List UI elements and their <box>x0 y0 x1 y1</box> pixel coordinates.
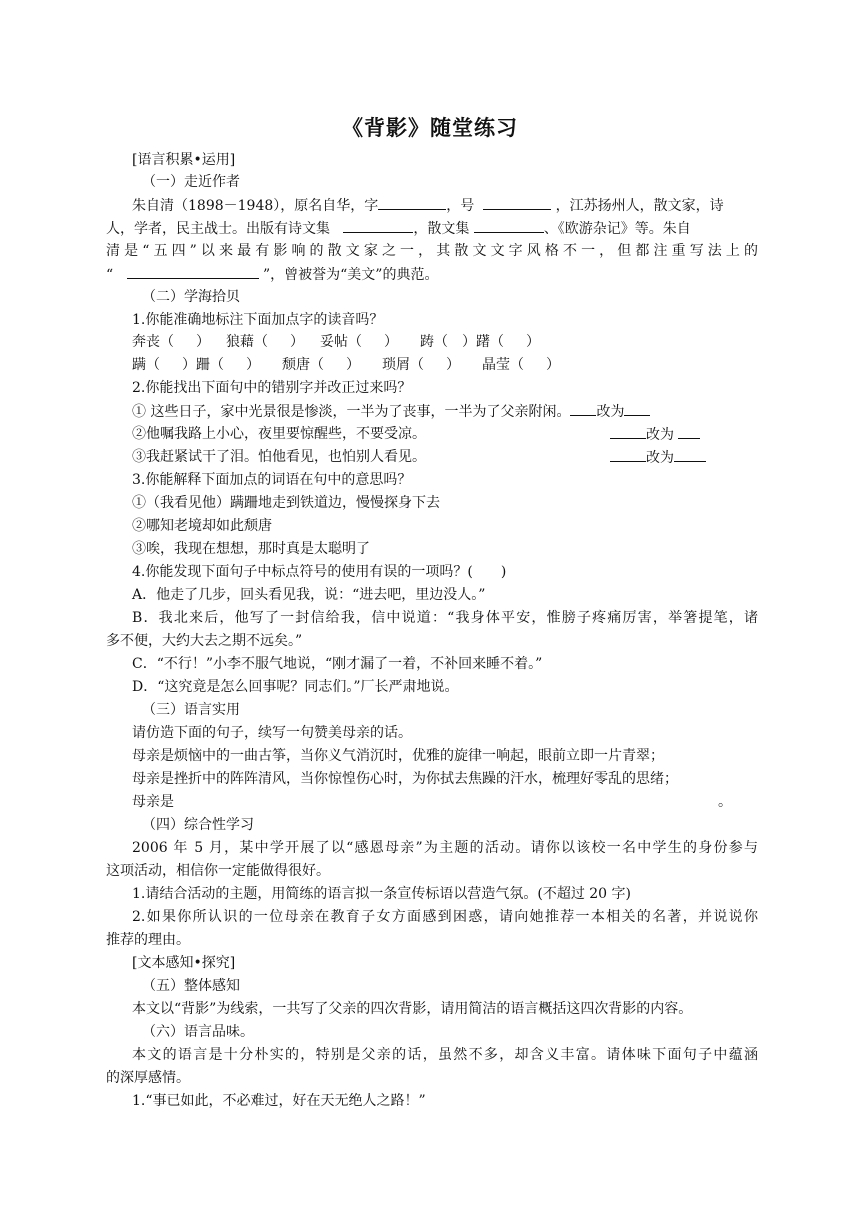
blank-writing-style[interactable] <box>127 264 259 279</box>
question-2-item-3: ③我赶紧试干了泪。怕他看见，也怕别人看见。 <box>132 449 426 465</box>
blank-prose-collection[interactable] <box>474 218 544 233</box>
option-b-line-2: 多不便，大约大去之期不远矣。” <box>106 633 303 649</box>
comprehensive-question-1: 1.请结合活动的主题，用简练的语言拟一条宣传标语以营造气氛。(不超过 20 字) <box>132 886 631 902</box>
question-3: 3.你能解释下面加点的词语在句中的意思吗？ <box>132 472 412 488</box>
option-b-line-1: B．我北来后，他写了一封信给我，信中说道：“我身体平安，惟膀子疼痛厉害，举箸提笔，诸 <box>132 610 758 626</box>
option-c: C．“不行！”小李不服气地说，“刚才漏了一着，不补回来睡不着。” <box>132 656 543 672</box>
question-3-item-2: ②哪知老境却如此颓唐 <box>132 518 272 534</box>
blank-wrong-char-3[interactable] <box>610 447 646 462</box>
option-d: D．“这究竟是怎么回事呢？同志们。”厂长严肃地说。 <box>132 679 459 695</box>
author-paragraph-line-1: 朱自清（1898－1948），原名自华，字 ，号 ，江苏扬州人，散文家，诗 <box>132 195 724 216</box>
practice-instruction: 请仿造下面的句子，续写一句赞美母亲的话。 <box>132 725 412 741</box>
pinyin-row-2: 蹒（ ）跚（ ） 颓唐（ ） 琐屑（ ） 晶莹（ ） <box>132 357 560 373</box>
section-heading-language: [语言积累•运用] <box>132 152 236 168</box>
question-3-item-1: ①（我看见他）蹒跚地走到铁道边，慢慢探身下去 <box>132 495 440 511</box>
option-a: A．他走了几步，回头看见我，说：“进去吧，里边没人。” <box>132 587 486 603</box>
blank-poetry-collection[interactable] <box>343 218 413 233</box>
blank-wrong-char-1[interactable] <box>570 401 596 416</box>
section-heading-text: [文本感知•探究] <box>132 955 236 971</box>
language-taste-line-1: 本文的语言是十分朴实的，特别是父亲的话，虽然不多，却含义丰富。请体味下面句子中蕴涵 <box>132 1047 758 1063</box>
comprehensive-question-2-line-2: 推荐的理由。 <box>106 932 190 948</box>
language-taste-question-1: 1.“事已如此，不必难过，好在天无绝人之路！” <box>132 1093 426 1109</box>
author-paragraph-line-4: “ ”，曾被誉为“美文”的典范。 <box>106 264 438 285</box>
question-3-item-3: ③唉，我现在想想，那时真是太聪明了 <box>132 541 370 557</box>
comprehensive-paragraph-line-2: 这项活动，相信你一定能做得很好。 <box>106 863 330 879</box>
language-taste-line-2: 的深厚感情。 <box>106 1070 190 1086</box>
pinyin-row-1: 奔丧（ ） 狼藉（ ） 妥帖（ ） 踌（ ）躇（ ） <box>132 334 540 350</box>
question-2: 2.你能找出下面句中的错别字并改正过来吗？ <box>132 380 412 396</box>
page-title: 《背影》随堂练习 <box>342 115 518 140</box>
comprehensive-question-2-line-1: 2.如果你所认识的一位母亲在教育子女方面感到困惑，请向她推荐一本相关的名著，并说说你 <box>132 909 758 925</box>
question-2-item-2-answer: 改为 <box>610 424 700 445</box>
blank-wrong-char-2[interactable] <box>610 424 646 439</box>
comprehensive-paragraph-line-1: 2006 年 5 月，某中学开展了以“感恩母亲”为主题的活动。请你以该校一名中学生的身份参与 <box>132 840 758 856</box>
overall-question: 本文以“背影”为线索，一共写了父亲的四次背影，请用简洁的语言概括这四次背影的内容。 <box>132 1001 693 1017</box>
subsection-heading-practice: （三）语言实用 <box>142 702 240 718</box>
blank-courtesy-name[interactable] <box>378 195 446 210</box>
subsection-heading-overall: （五）整体感知 <box>142 978 240 994</box>
practice-example-2: 母亲是挫折中的阵阵清风，当你惊惶伤心时，为你拭去焦躁的汗水，梳理好零乱的思绪； <box>132 771 678 787</box>
subsection-heading-comprehensive: （四）综合性学习 <box>142 817 254 833</box>
question-2-item-3-answer: 改为 <box>610 447 706 468</box>
practice-example-1: 母亲是烦恼中的一曲古筝，当你义气消沉时，优雅的旋律一响起，眼前立即一片青翠； <box>132 748 664 764</box>
author-paragraph-line-2: 人，学者，民主战士。出版有诗文集 ，散文集 、《欧游杂记》等。朱自 <box>106 218 691 239</box>
blank-correct-char-1[interactable] <box>624 401 650 416</box>
practice-answer-period: 。 <box>718 794 732 810</box>
question-2-item-2: ②他嘱我路上小心，夜里要惊醒些，不要受凉。 <box>132 426 426 442</box>
question-4: 4.你能发现下面句子中标点符号的使用有误的一项吗？( ) <box>132 564 507 580</box>
question-1: 1.你能准确地标注下面加点字的读音吗？ <box>132 312 384 328</box>
subsection-heading-language-taste: （六）语言品味。 <box>142 1024 254 1040</box>
author-paragraph-line-3: 清是“五四”以来最有影响的散文家之一，其散文文字风格不一，但都注重写法上的 <box>106 243 758 259</box>
practice-answer-line[interactable]: 母亲是 <box>132 794 174 810</box>
subsection-heading-author: （一）走近作者 <box>142 174 240 190</box>
blank-correct-char-3[interactable] <box>674 447 706 462</box>
subsection-heading-learning: （二）学海拾贝 <box>142 289 240 305</box>
question-2-item-1: ① 这些日子，家中光景很是惨淡，一半为了丧事，一半为了父亲附闲。 改为 <box>132 401 650 422</box>
blank-correct-char-2[interactable] <box>678 424 700 439</box>
blank-pen-name[interactable] <box>483 195 551 210</box>
